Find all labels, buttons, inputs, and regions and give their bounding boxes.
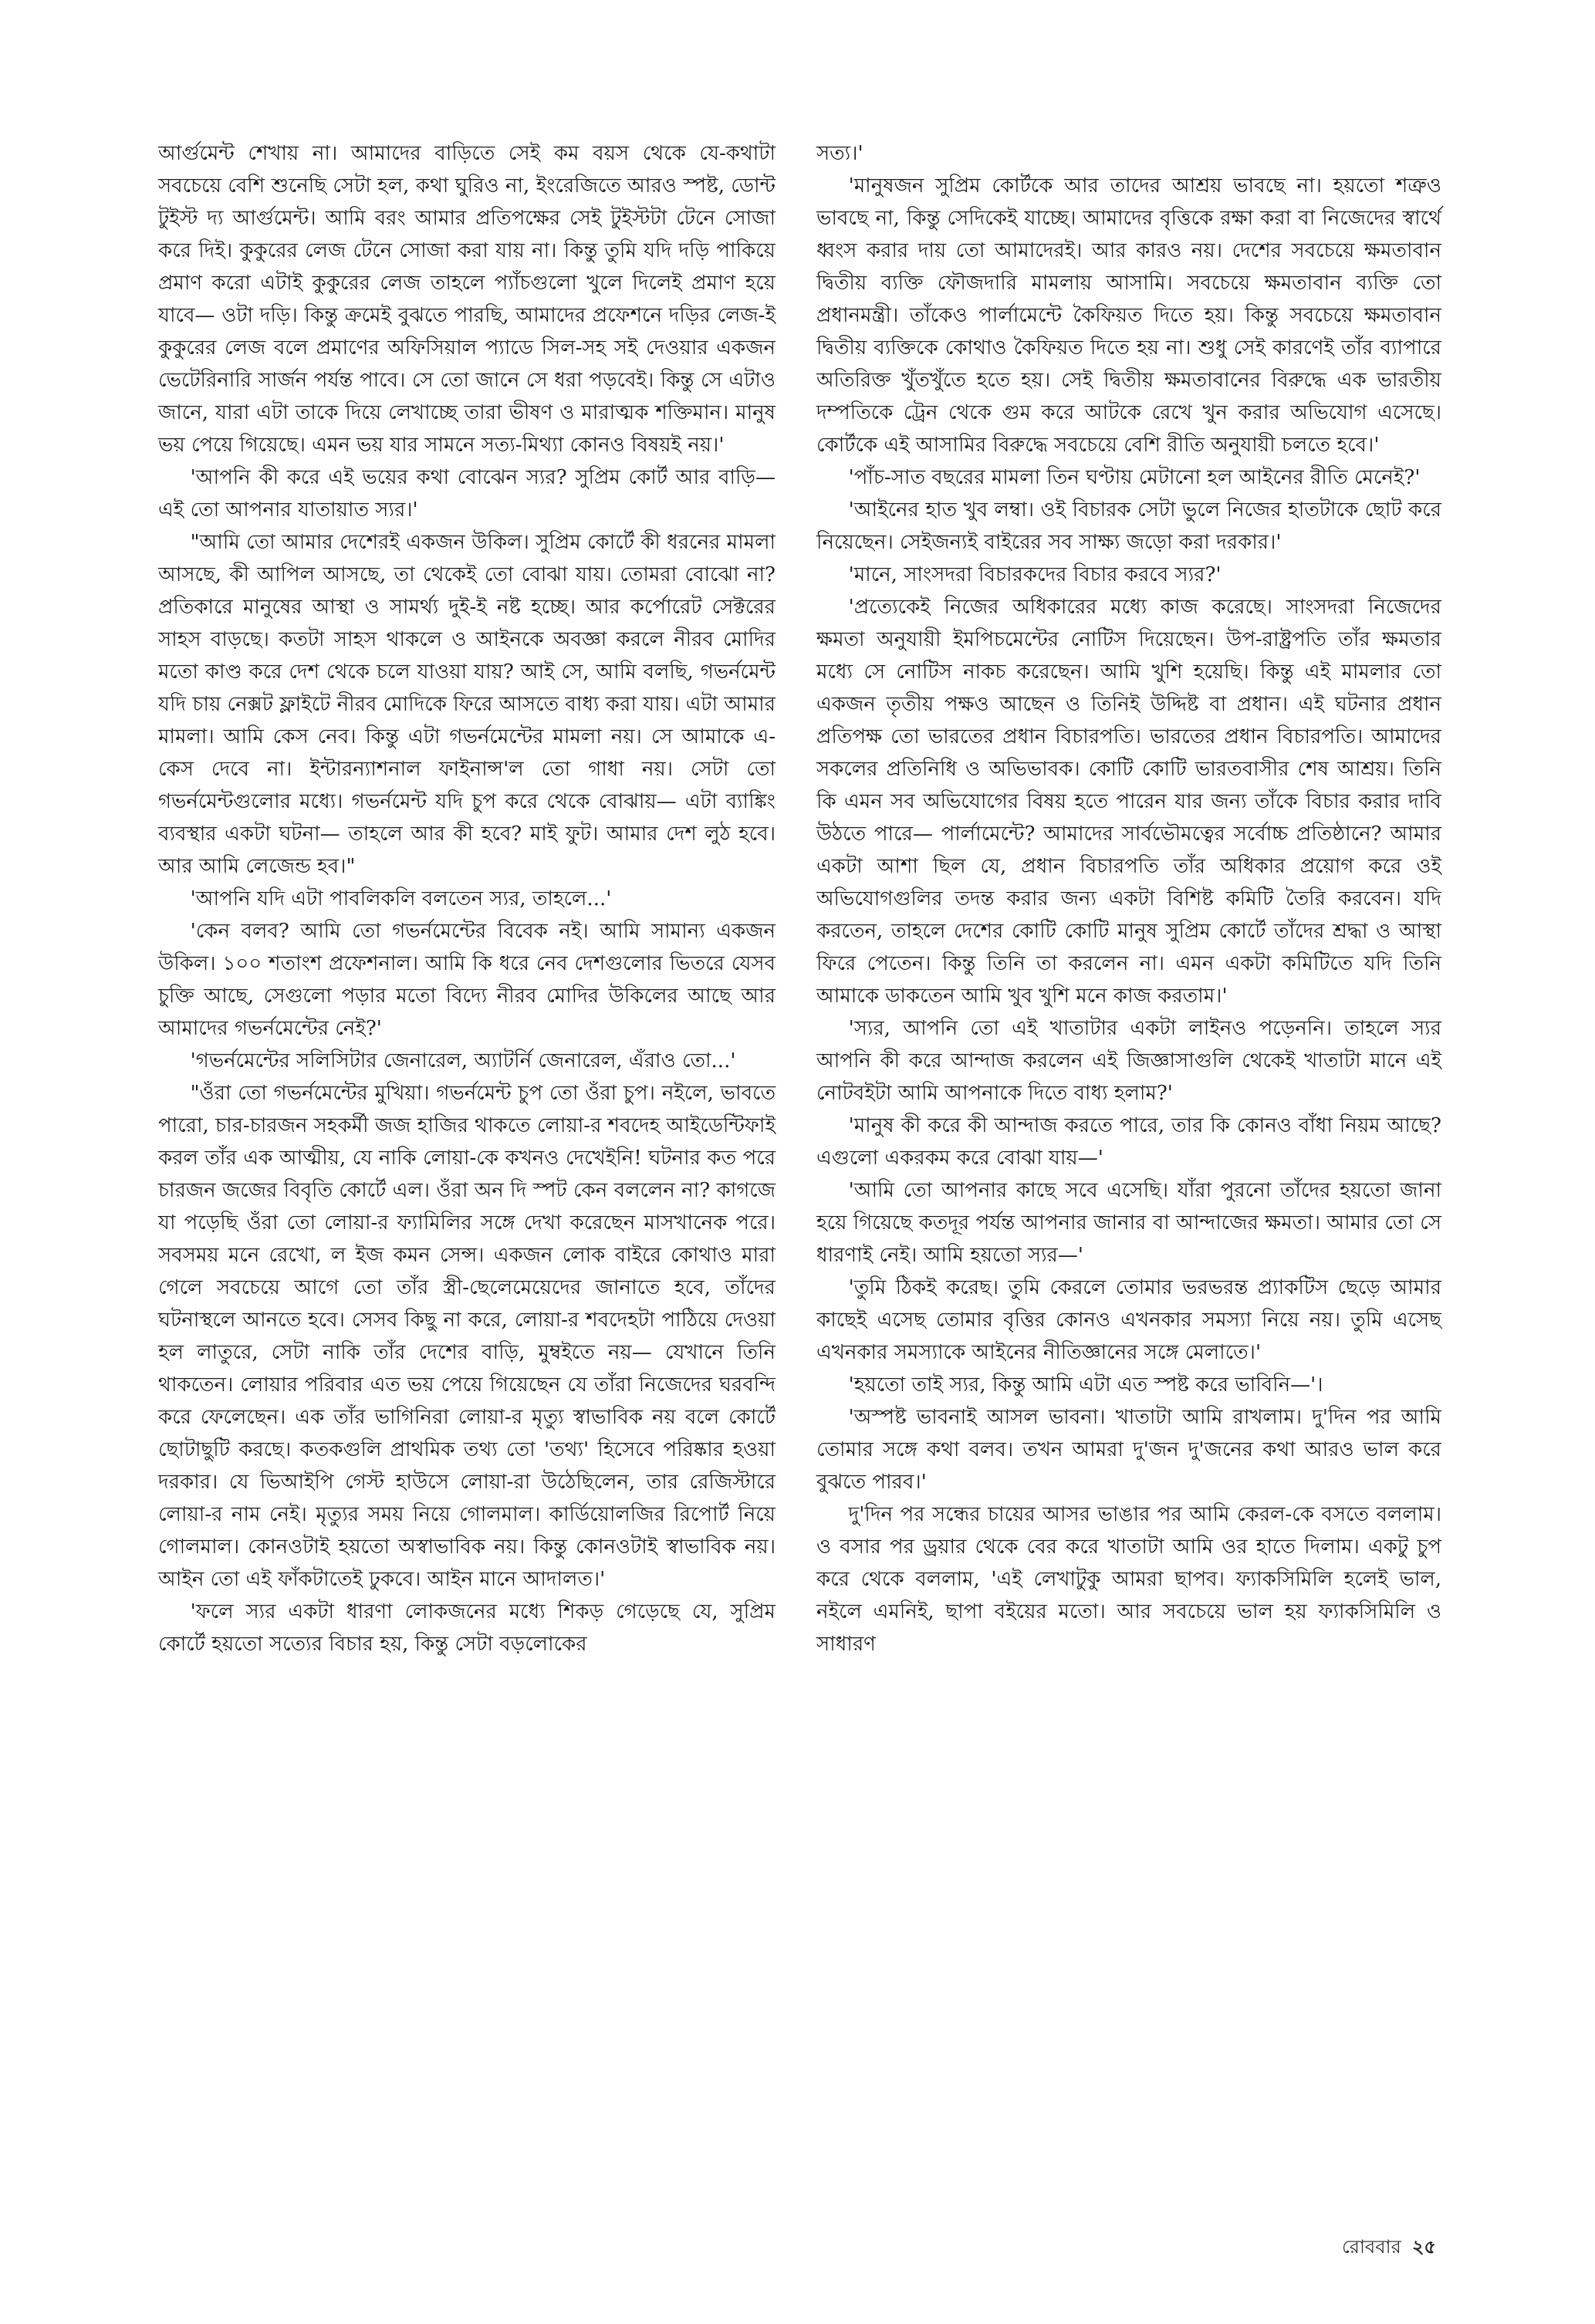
paragraph: 'তুমি ঠিকই করেছ। তুমি কেরলে তোমার ভরভরন্ত প্র্যাকটিস ছেড়ে আমার কাছেই এসেছ তোমার বৃত্তির কোনও এখনকার সমস্যা নিয়ে নয়। তুমি এসেছ এখনকার সমস্যাকে আইনের নীতিজ্ঞানের সঙ্গে মেলাতে।' bbox=[816, 1276, 1441, 1364]
paragraph: 'পাঁচ-সাত বছরের মামলা তিন ঘণ্টায় মেটানো হল আইনের রীতি মেনেই?' bbox=[848, 466, 1421, 489]
paragraph: 'মানুষ কী করে কী আন্দাজ করতে পারে, তার কি কোনও বাঁধা নিয়ম আছে? এগুলো একরকম করে বোঝা যায়—' bbox=[816, 1114, 1441, 1170]
paragraph: দু'দিন পর সন্ধের চায়ের আসর ভাঙার পর আমি কেরল-কে বসতে বললাম। ও বসার পর ড্রয়ার থেকে বের করে খাতাটা আমি ওর হাতে দিলাম। একটু চুপ করে থেকে বললাম, 'এই লেখাটুকু আমরা ছাপব। ফ্যাকসিমিলি হলেই ভাল, নইলে এমনিই, ছাপা বইয়ের মতো। আর সবচেয়ে ভাল হয় ফ্যাকসিমিলি ও সাধারণ bbox=[816, 1503, 1441, 1656]
page-number: ২৫ bbox=[1411, 2235, 1436, 2258]
paragraph: 'আপনি কী করে এই ভয়ের কথা বোঝেন স্যর? সুপ্রিম কোর্ট আর বাড়ি— এই তো আপনার যাতায়াত স্যর।' bbox=[158, 466, 776, 522]
paragraph: 'আপনি যদি এটা পাবলিকলি বলতেন স্যর, তাহলে...' bbox=[190, 887, 612, 910]
paragraph: 'প্রত্যেকেই নিজের অধিকারের মধ্যে কাজ করেছে। সাংসদরা নিজেদের ক্ষমতা অনুযায়ী ইমপিচমেন্টের নোটিস দিয়েছেন। উপ-রাষ্ট্রপতি তাঁর ক্ষমতার মধ্যে সে নোটিস নাকচ করেছেন। আমি খুশি হয়েছি। কিন্তু এই মামলার তো একজন তৃতীয় পক্ষও আছেন ও তিনিই উদ্দিষ্ট বা প্রধান। এই ঘটনার প্রধান প্রতিপক্ষ তো ভারতের প্রধান বিচারপতি। ভারতের প্রধান বিচারপতি। আমাদের সকলের প্রতিনিধি ও অভিভাবক। কোটি কোটি ভারতবাসীর শেষ আশ্রয়। তিনি কি এমন সব অভিযোগের বিষয় হতে পারেন যার জন্য তাঁকে বিচার করার দাবি উঠতে পারে— পার্লামেন্টে? আমাদের সার্বভৌমত্বের সর্বোচ্চ প্রতিষ্ঠানে? আমার একটা আশা ছিল যে, প্রধান বিচারপতি তাঁর অধিকার প্রয়োগ করে ওই অভিযোগগুলির তদন্ত করার জন্য একটা বিশিষ্ট কমিটি তৈরি করবেন। যদি করতেন, তাহলে দেশের কোটি কোটি মানুষ সুপ্রিম কোর্টে তাঁদের শ্রদ্ধা ও আস্থা ফিরে পেতেন। কিন্তু তিনি তা করলেন না। এমন একটা কমিটিতে যদি তিনি আমাকে ডাকতেন আমি খুব খুশি মনে কাজ করতাম।' bbox=[816, 596, 1441, 1008]
paragraph: 'আমি তো আপনার কাছে সবে এসেছি। যাঁরা পুরনো তাঁদের হয়তো জানা হয়ে গিয়েছে কতদূর পর্যন্ত আপনার জানার বা আন্দাজের ক্ষমতা। আমার তো সে ধারণাই নেই। আমি হয়তো স্যর—' bbox=[816, 1179, 1441, 1267]
paragraph: 'ফলে স্যর একটা ধারণা লোকজনের মধ্যে শিকড় গেড়েছে যে, সুপ্রিম কোর্টে হয়তো সত্যের বিচার হয়, কিন্তু সেটা বড়লোকের bbox=[158, 1600, 776, 1656]
paragraph: 'মানে, সাংসদরা বিচারকদের বিচার করবে স্যর?' bbox=[848, 563, 1222, 586]
paragraph: "আমি তো আমার দেশেরই একজন উকিল। সুপ্রিম কোর্টে কী ধরনের মামলা আসছে, কী আপিল আসছে, তা থেকেই তো বোঝা যায়। তোমরা বোঝো না? প্রতিকারে মানুষের আস্থা ও সামর্থ্য দুই-ই নষ্ট হচ্ছে। আর কর্পোরেট সেক্টরের সাহস বাড়ছে। কতটা সাহস থাকলে ও আইনকে অবজ্ঞা করলে নীরব মোদির মতো কাণ্ড করে দেশ থেকে চলে যাওয়া যায়? আই সে, আমি বলছি, গভর্নমেন্ট যদি চায় নেক্সট ফ্লাইটে নীরব মোদিকে ফিরে আসতে বাধ্য করা যায়। এটা আমার মামলা। আমি কেস নেব। কিন্তু এটা গভর্নমেন্টের মামলা নয়। সে আমাকে এ-কেস দেবে না। ইন্টারন্যাশনাল ফাইনান্স'ল তো গাধা নয়। সেটা তো গভর্নমেন্টগুলোর মধ্যে। গভর্নমেন্ট যদি চুপ করে থেকে বোঝায়— এটা ব্যাঙ্কিং ব্যবস্থার একটা ঘটনা— তাহলে আর কী হবে? মাই ফুট। আমার দেশ লুঠ হবে। আর আমি লেজেন্ড হব।" bbox=[158, 531, 776, 878]
paragraph: আর্গুমেন্ট শেখায় না। আমাদের বাড়িতে সেই কম বয়স থেকে যে-কথাটা সবচেয়ে বেশি শুনেছি সেটা হল, কথা ঘুরিও না, ইংরেজিতে আরও স্পষ্ট, ডোন্ট টুইস্ট দ্য আর্গুমেন্ট। আমি বরং আমার প্রতিপক্ষের সেই টুইস্টটা টেনে সোজা করে দিই। কুকুরের লেজ টেনে সোজা করা যায় না। কিন্তু তুমি যদি দড়ি পাকিয়ে প্রমাণ করো এটাই কুকুরের লেজ তাহলে প্যাঁচগুলো খুলে দিলেই প্রমাণ হয়ে যাবে— ওটা দড়ি। কিন্তু ক্রমেই বুঝতে পারছি, আমাদের প্রফেশনে দড়ির লেজ-ই কুকুরের লেজ বলে প্রমাণের অফিসিয়াল প্যাডে সিল-সহ সই দেওয়ার একজন ভেটেরিনারি সার্জন পর্যন্ত পাবে। সে তো জানে সে ধরা পড়বেই। কিন্তু সে এটাও জানে, যারা এটা তাকে দিয়ে লেখাচ্ছে তারা ভীষণ ও মারাত্মক শক্তিমান। মানুষ ভয় পেয়ে গিয়েছে। এমন ভয় যার সামনে সত্য-মিথ্যা কোনও বিষয়ই নয়।' bbox=[158, 142, 776, 457]
paragraph: 'স্যর, আপনি তো এই খাতাটার একটা লাইনও পড়েননি। তাহলে স্যর আপনি কী করে আন্দাজ করলেন এই জিজ্ঞাসাগুলি থেকেই খাতাটা মানে এই নোটবইটা আমি আপনাকে দিতে বাধ্য হলাম?' bbox=[816, 1017, 1441, 1105]
paragraph: সত্য।' bbox=[816, 142, 863, 165]
paragraph: "ওঁরা তো গভর্নমেন্টের মুখিয়া। গভর্নমেন্ট চুপ তো ওঁরা চুপ। নইলে, ভাবতে পারো, চার-চারজন সহকর্মী জজ হাজির থাকতে লোয়া-র শবদেহ আইডেন্টিফাই করল তাঁর এক আত্মীয়, যে নাকি লোয়া-কে কখনও দেখেইনি! ঘটনার কত পরে চারজন জজের বিবৃতি কোর্টে এল। ওঁরা অন দি স্পট কেন বললেন না? কাগজে যা পড়েছি ওঁরা তো লোয়া-র ফ্যামিলির সঙ্গে দেখা করেছেন মাসখানেক পরে। সবসময় মনে রেখো, ল ইজ কমন সেন্স। একজন লোক বাইরে কোথাও মারা গেলে সবচেয়ে আগে তো তাঁর স্ত্রী-ছেলেমেয়েদের জানাতে হবে, তাঁদের ঘটনাস্থলে আনতে হবে। সেসব কিছু না করে, লোয়া-র শবদেহটা পাঠিয়ে দেওয়া হল লাতুরে, সেটা নাকি তাঁর দেশের বাড়ি, মুম্বইতে নয়— যেখানে তিনি থাকতেন। লোয়ার পরিবার এত ভয় পেয়ে গিয়েছেন যে তাঁরা নিজেদের ঘরবন্দি করে ফেলেছেন। এক তাঁর ভাগিনিরা লোয়া-র মৃত্যু স্বাভাবিক নয় বলে কোর্টে ছোটাছুটি করছে। কতকগুলি প্রাথমিক তথ্য তো 'তথ্য' হিসেবে পরিষ্কার হওয়া দরকার। যে ভিআইপি গেস্ট হাউসে লোয়া-রা উঠেছিলেন, তার রেজিস্টারে লোয়া-র নাম নেই। মৃত্যুর সময় নিয়ে গোলমাল। কার্ডিয়োলজির রিপোর্ট নিয়ে গোলমাল। কোনওটাই হয়তো অস্বাভাবিক নয়। কিন্তু কোনওটাই স্বাভাবিক নয়। আইন তো এই ফাঁকটাতেই ঢুকবে। আইন মানে আদালত।' bbox=[158, 1082, 776, 1591]
left-text-column bbox=[158, 137, 776, 1660]
paragraph: 'মানুষজন সুপ্রিম কোর্টকে আর তাদের আশ্রয় ভাবছে না। হয়তো শত্রুও ভাবছে না, কিন্তু সেদিকেই যাচ্ছে। আমাদের বৃত্তিকে রক্ষা করা বা নিজেদের স্বার্থে ধ্বংস করার দায় তো আমাদেরই। আর কারও নয়। দেশের সবচেয়ে ক্ষমতাবান দ্বিতীয় ব্যক্তি ফৌজদারি মামলায় আসামি। সবচেয়ে ক্ষমতাবান ব্যক্তি তো প্রধানমন্ত্রী। তাঁকেও পার্লামেন্টে কৈফিয়ত দিতে হয়। কিন্তু সবচেয়ে ক্ষমতাবান দ্বিতীয় ব্যক্তিকে কোথাও কৈফিয়ত দিতে হয় না। শুধু সেই কারণেই তাঁর ব্যাপারে অতিরিক্ত খুঁতখুঁতে হতে হয়। সেই দ্বিতীয় ক্ষমতাবানের বিরুদ্ধে এক ভারতীয় দম্পতিকে ট্রেন থেকে গুম করে আটকে রেখে খুন করার অভিযোগ এসেছে। কোর্টকে এই আসামির বিরুদ্ধে সবচেয়ে বেশি রীতি অনুযায়ী চলতে হবে।' bbox=[816, 174, 1441, 457]
paragraph: 'অস্পষ্ট ভাবনাই আসল ভাবনা। খাতাটা আমি রাখলাম। দু'দিন পর আমি তোমার সঙ্গে কথা বলব। তখন আমরা দু'জন দু'জনের কথা আরও ভাল করে বুঝতে পারব।' bbox=[816, 1406, 1441, 1494]
paragraph: 'গভর্নমেন্টের সলিসিটার জেনারেল, অ্যাটর্নি জেনারেল, এঁরাও তো...' bbox=[190, 1049, 736, 1072]
magazine-name: রোববার bbox=[1342, 2236, 1401, 2258]
paragraph: 'কেন বলব? আমি তো গভর্নমেন্টের বিবেক নই। আমি সামান্য একজন উকিল। ১০০ শতাংশ প্রফেশনাল। আমি কি ধরে নেব দেশগুলোর ভিতরে যেসব চুক্তি আছে, সেগুলো পড়ার মতো বিদ্যে নীরব মোদির উকিলের আছে আর আমাদের গভর্নমেন্টের নেই?' bbox=[158, 920, 776, 1040]
right-text-column bbox=[816, 137, 1441, 1660]
paragraph: 'আইনের হাত খুব লম্বা। ওই বিচারক সেটা ভুলে নিজের হাতটাকে ছোট করে নিয়েছেন। সেইজন্যই বাইরের সব সাক্ষ্য জড়ো করা দরকার।' bbox=[816, 498, 1441, 554]
paragraph: 'হয়তো তাই স্যর, কিন্তু আমি এটা এত স্পষ্ট করে ভাবিনি—'। bbox=[848, 1373, 1323, 1397]
page-footer bbox=[1342, 2233, 1436, 2264]
